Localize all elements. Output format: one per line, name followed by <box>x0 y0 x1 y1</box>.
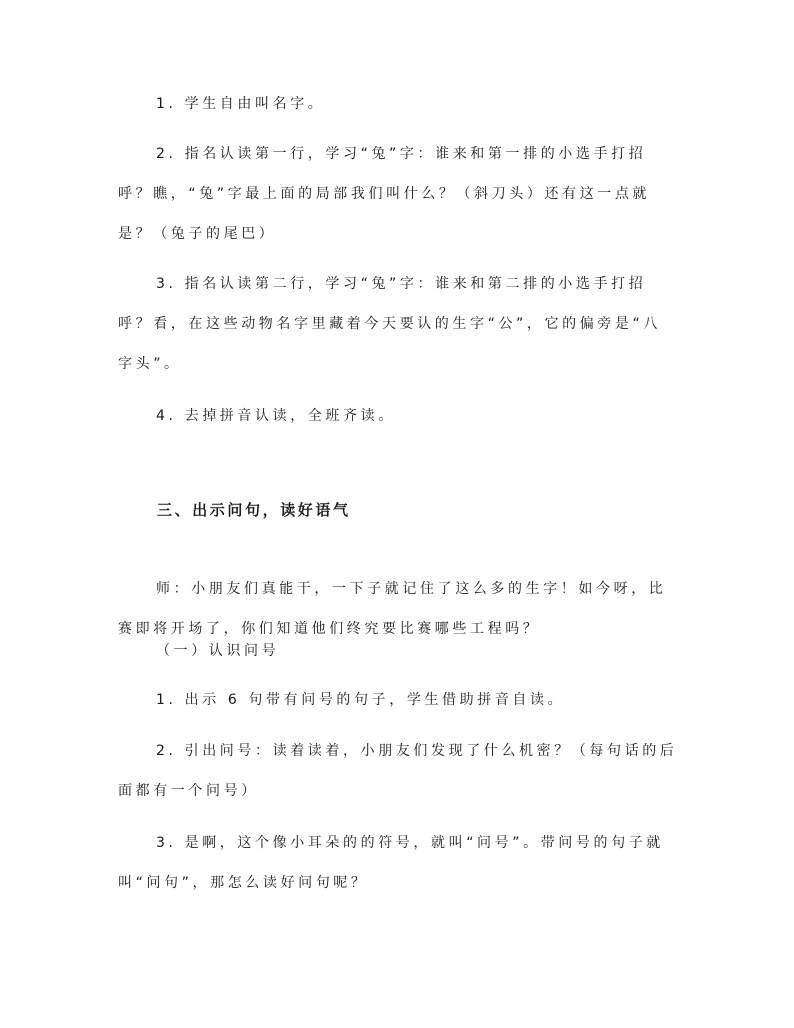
paragraph-line: 2. 指名认读第一行，学习“兔”字：谁来和第一排的小选手打招 <box>156 146 647 162</box>
paragraph-line: 1. 出示 6 句带有问号的句子，学生借助拼音自读。 <box>156 692 566 708</box>
paragraph-line: 呼？瞧，“兔”字最上面的局部我们叫什么？（斜刀头）还有这一点就 <box>118 186 651 202</box>
section-title: 三、出示问句，读好语气 <box>157 501 351 519</box>
subheading <box>118 642 678 660</box>
paragraph-3 <box>118 275 678 373</box>
paragraph-line: 3. 是啊，这个像小耳朵的的符号，就叫“问号”。带问号的句子就 <box>156 835 664 851</box>
paragraph-line: 4. 去掉拼音认读，全班齐读。 <box>156 408 396 424</box>
paragraph-line: 1. 学生自由叫名字。 <box>156 96 326 112</box>
paragraph-7 <box>118 742 678 800</box>
paragraph-line: 师：小朋友们真能干，一下子就记住了这么多的生字！如今呀，比 <box>156 581 667 597</box>
paragraph-line: 是？（兔子的尾巴） <box>118 226 277 242</box>
paragraph-line: 呼？看，在这些动物名字里藏着今天要认的生字“公”，它的偏旁是“八 <box>118 316 661 332</box>
paragraph-5 <box>118 580 678 638</box>
paragraph-8 <box>118 834 678 892</box>
paragraph-2 <box>118 145 678 243</box>
paragraph-line: 叫“问句”，那怎么读好问句呢？ <box>118 875 369 891</box>
paragraph-6 <box>118 691 678 709</box>
paragraph-line: 3. 指名认读第二行，学习“兔”字：谁来和第二排的小选手打招 <box>156 276 647 292</box>
subheading-text: （一）认识问号 <box>156 643 280 659</box>
paragraph-line: 面都有一个问号） <box>118 783 259 799</box>
paragraph-1 <box>118 95 678 113</box>
paragraph-line: 赛即将开场了，你们知道他们终究要比赛哪些工程吗？ <box>118 621 541 637</box>
paragraph-4 <box>118 407 678 425</box>
paragraph-line: 2. 引出问号：读着读着，小朋友们发现了什么机密？（每句话的后 <box>156 743 678 759</box>
paragraph-line: 字头”。 <box>118 356 182 372</box>
